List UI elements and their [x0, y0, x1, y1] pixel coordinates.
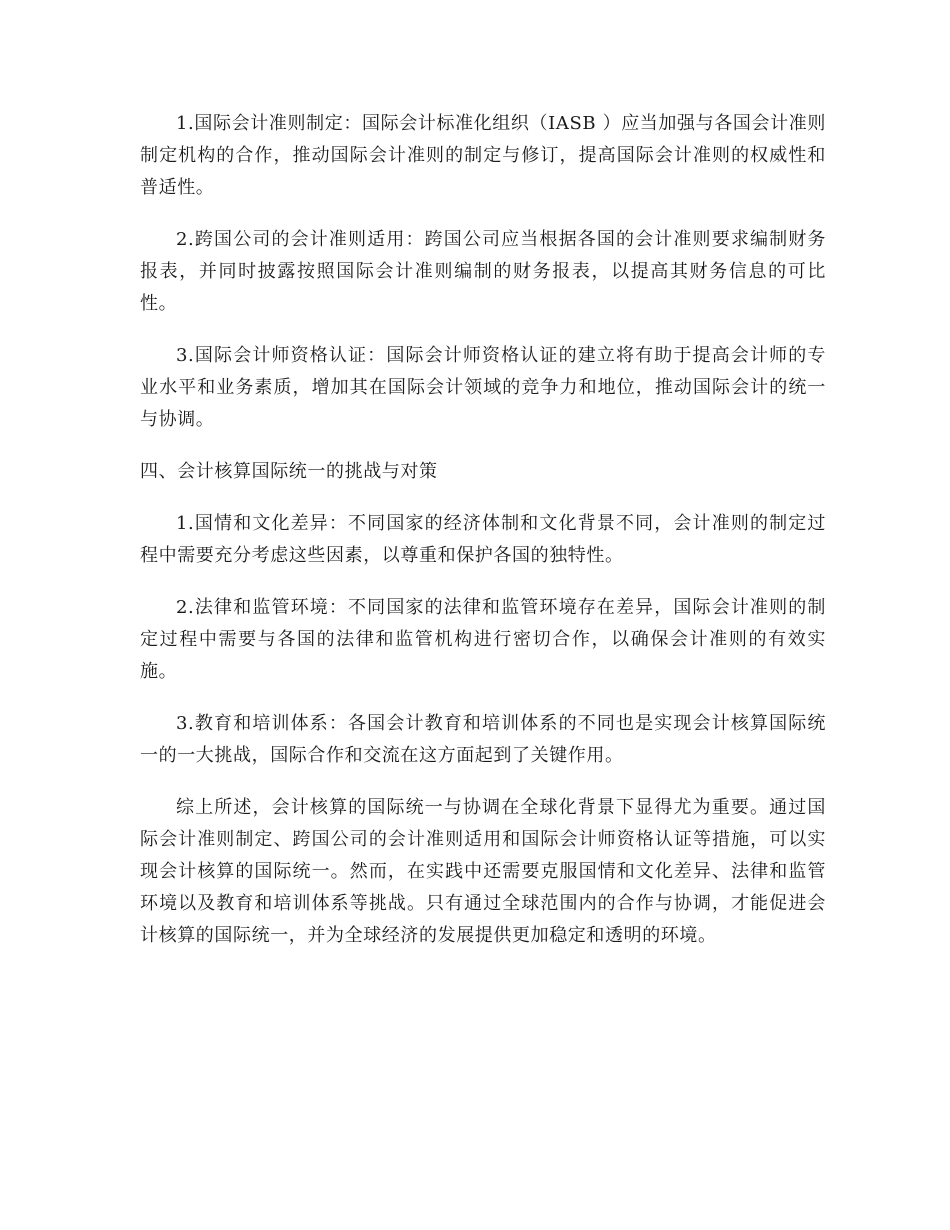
conclusion-paragraph: 综上所述，会计核算的国际统一与协调在全球化背景下显得尤为重要。通过国际会计准则制定、跨国公司的会计准则适用和国际会计师资格认证等措施，可以实现会计核算的国际统一。然而，在实践中还需要克服国情和文化差异、法律和监管环境以及教育和培训体系等挑战。只有通过全球范围内的合作与协调，才能促进会计核算的国际统一，并为全球经济的发展提供更加稳定和透明的环境。	[140, 797, 826, 946]
list-item-legal-regulatory: 2.法律和监管环境：不同国家的法律和监管环境存在差异，国际会计准则的制定过程中需要与各国的法律和监管机构进行密切合作，以确保会计准则的有效实施。	[140, 597, 826, 682]
list-item-accountant-certification: 3.国际会计师资格认证：国际会计师资格认证的建立将有助于提高会计师的专业水平和业务素质，增加其在国际会计领域的竞争力和地位，推动国际会计的统一与协调。	[140, 345, 826, 430]
list-item-multinational-standards: 2.跨国公司的会计准则适用：跨国公司应当根据各国的会计准则要求编制财务报表，并同时披露按照国际会计准则编制的财务报表，以提高其财务信息的可比性。	[140, 229, 826, 314]
document-body	[140, 108, 826, 972]
section-heading: 四、会计核算国际统一的挑战与对策	[140, 461, 438, 482]
list-item-education-training: 3.教育和培训体系：各国会计教育和培训体系的不同也是实现会计核算国际统一的一大挑战，国际合作和交流在这方面起到了关键作用。	[140, 713, 826, 766]
list-item-intl-standards: 1.国际会计准则制定：国际会计标准化组织（IASB ）应当加强与各国会计准则制定机构的合作，推动国际会计准则的制定与修订，提高国际会计准则的权威性和普适性。	[140, 113, 826, 198]
list-item-cultural-differences: 1.国情和文化差异：不同国家的经济体制和文化背景不同，会计准则的制定过程中需要充分考虑这些因素，以尊重和保护各国的独特性。	[140, 513, 826, 566]
